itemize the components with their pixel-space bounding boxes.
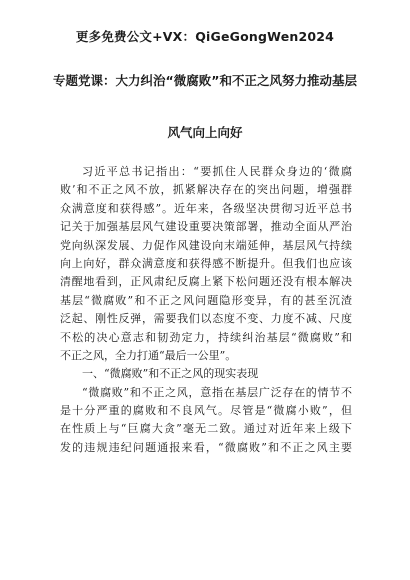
promo-header: 更多免费公文+VX：QiGeGongWen2024 (75, 29, 335, 44)
text-line: 众满意度和获得感”。近年来，各级坚决贯彻习近平总书 (60, 201, 352, 215)
text-line: 记关于加强基层风气建设重要决策部署，推动全面从严治 (60, 220, 352, 234)
document-title: 专题党课：大力纠治“微腐败”和不正之风努力推动基层 (53, 73, 357, 88)
text-line: 基层“微腐败”和不正之风问题隐形变异，有的甚至沉渣 (60, 293, 352, 307)
text-line: 泛起、刚性反弹，需要我们以态度不变、力度不减、尺度 (60, 312, 352, 326)
text-line: 不正之风，全力打通“最后一公里”。 (60, 348, 237, 362)
text-line: 败’和不正之风不放，抓紧解决存在的突出问题，增强群 (60, 183, 352, 197)
text-line: 发的违规违纪问题通报来看，“微腐败”和不正之风主要 (60, 440, 352, 454)
text-line: 是十分严重的腐败和不良风气。尽管是“微腐小败”，但 (60, 404, 352, 418)
text-line: 习近平总书记指出：“要抓住人民群众身边的‘微腐 (82, 165, 352, 178)
text-line: 向上向好，群众满意度和获得感不断提升。但我们也应该 (60, 256, 352, 270)
text-line: 不松的决心意志和韧劲定力，持续纠治基层“微腐败”和 (60, 330, 352, 344)
text-line: 清醒地看到，正风肃纪反腐上紧下松问题还没有根本解决 (60, 275, 352, 289)
text-line: 在性质上与“巨腐大贪”毫无二致。通过对近年来上级下 (60, 422, 352, 436)
document-title-continued: 风气向上向好 (167, 125, 243, 140)
section-heading: 一、“微腐败”和不正之风的现实表现 (82, 367, 259, 381)
body-text (60, 163, 352, 457)
text-line: 党向纵深发展、力促作风建设向末端延伸，基层风气持续 (60, 238, 352, 252)
text-line: “微腐败”和不正之风，意指在基层广泛存在的情节不 (82, 385, 352, 399)
